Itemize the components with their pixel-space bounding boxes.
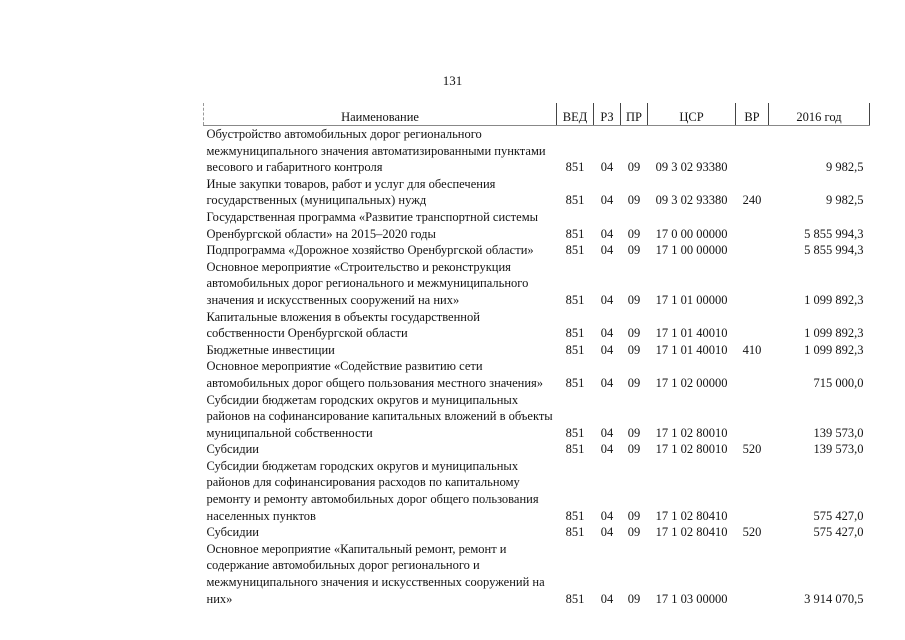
header-name: Наименование <box>204 103 557 126</box>
row-pr: 09 <box>627 326 641 341</box>
row-ved: 851 <box>565 226 585 241</box>
row-name: Субсидии <box>206 442 259 457</box>
row-pr: 09 <box>627 226 641 241</box>
row-csr: 09 3 02 93380 <box>655 160 728 175</box>
row-csr: 17 1 00 00000 <box>655 243 728 258</box>
row-csr: 17 1 01 40010 <box>655 326 728 341</box>
table-row <box>204 458 870 524</box>
row-rz: 04 <box>600 525 614 540</box>
row-vr <box>736 242 769 259</box>
row-csr: 17 1 02 80410 <box>655 508 728 523</box>
row-ved: 851 <box>565 375 585 390</box>
row-ved: 851 <box>565 326 585 341</box>
row-rz: 04 <box>600 193 614 208</box>
row-pr: 09 <box>627 193 641 208</box>
table-row <box>204 309 870 342</box>
row-ved: 851 <box>565 193 585 208</box>
row-amount: 5 855 994,3 <box>804 226 864 241</box>
row-rz: 04 <box>600 243 614 258</box>
table-row <box>204 541 870 607</box>
row-rz: 04 <box>600 342 614 357</box>
table-row <box>204 259 870 309</box>
row-vr <box>736 309 769 342</box>
row-pr: 09 <box>627 243 641 258</box>
table-row <box>204 209 870 242</box>
table-row <box>204 176 870 209</box>
row-csr: 17 1 02 00000 <box>655 375 728 390</box>
table-row <box>204 126 870 176</box>
row-name: Субсидии <box>206 525 259 540</box>
row-csr: 17 1 03 00000 <box>655 591 728 606</box>
row-vr: 520 <box>742 442 762 457</box>
row-csr: 17 1 01 40010 <box>655 342 728 357</box>
row-rz: 04 <box>600 326 614 341</box>
row-name: Основное мероприятие «Капитальный ремонт, ремонт и содержание автомобильных дорог регионального и межмуниципального значения и искусственных сооружений на них» <box>206 541 545 606</box>
table-row <box>204 242 870 259</box>
row-vr <box>736 358 769 391</box>
row-vr <box>736 392 769 442</box>
header-csr: ЦСР <box>648 103 736 126</box>
row-amount: 9 982,5 <box>826 193 864 208</box>
header-ved: ВЕД <box>557 103 594 126</box>
row-csr: 17 1 02 80010 <box>655 442 728 457</box>
row-pr: 09 <box>627 160 641 175</box>
row-ved: 851 <box>565 342 585 357</box>
row-name: Субсидии бюджетам городских округов и муниципальных районов на софинансирование капитальных вложений в объекты муниципальной собственности <box>206 392 553 440</box>
row-name: Бюджетные инвестиции <box>206 342 335 357</box>
row-amount: 1 099 892,3 <box>804 342 864 357</box>
row-csr: 09 3 02 93380 <box>655 193 728 208</box>
row-rz: 04 <box>600 425 614 440</box>
page-number: 131 <box>442 73 463 88</box>
row-amount: 575 427,0 <box>813 525 864 540</box>
row-pr: 09 <box>627 508 641 523</box>
row-csr: 17 1 02 80010 <box>655 425 728 440</box>
row-amount: 715 000,0 <box>813 375 864 390</box>
table-header <box>204 103 870 126</box>
row-amount: 139 573,0 <box>813 425 864 440</box>
row-vr <box>736 126 769 176</box>
row-amount: 5 855 994,3 <box>804 243 864 258</box>
row-csr: 17 1 02 80410 <box>655 525 728 540</box>
row-name: Основное мероприятие «Строительство и реконструкция автомобильных дорог регионального и межмуниципального значения и искусственных сооружений на них» <box>206 259 529 307</box>
row-vr: 520 <box>742 525 762 540</box>
table-row <box>204 524 870 541</box>
row-name: Подпрограмма «Дорожное хозяйство Оренбургской области» <box>206 243 534 258</box>
row-rz: 04 <box>600 508 614 523</box>
header-pr: ПР <box>621 103 648 126</box>
row-name: Субсидии бюджетам городских округов и муниципальных районов для софинансирования расходов по капитальному ремонту и ремонту автомобильных дорог общего пользования населенных пунктов <box>206 458 539 523</box>
row-name: Иные закупки товаров, работ и услуг для обеспечения государственных (муниципальных) нужд <box>206 176 496 208</box>
row-amount: 9 982,5 <box>826 160 864 175</box>
table-row <box>204 342 870 359</box>
row-name: Основное мероприятие «Содействие развитию сети автомобильных дорог общего пользования местного значения» <box>206 359 544 390</box>
row-pr: 09 <box>627 375 641 390</box>
row-ved: 851 <box>565 442 585 457</box>
row-csr: 17 0 00 00000 <box>655 226 728 241</box>
row-ved: 851 <box>565 591 585 606</box>
row-ved: 851 <box>565 160 585 175</box>
row-ved: 851 <box>565 292 585 307</box>
header-year: 2016 год <box>769 103 870 126</box>
table-body <box>204 126 870 608</box>
row-ved: 851 <box>565 425 585 440</box>
row-ved: 851 <box>565 525 585 540</box>
row-name: Обустройство автомобильных дорог регионального межмуниципального значения автоматизированными пунктами весового и габаритного контроля <box>206 127 546 175</box>
row-ved: 851 <box>565 508 585 523</box>
row-rz: 04 <box>600 442 614 457</box>
row-name: Государственная программа «Развитие транспортной системы Оренбургской области» на 2015–2020 годы <box>206 209 539 241</box>
header-rz: РЗ <box>594 103 621 126</box>
row-amount: 1 099 892,3 <box>804 292 864 307</box>
table-row <box>204 392 870 442</box>
row-rz: 04 <box>600 375 614 390</box>
row-pr: 09 <box>627 591 641 606</box>
row-amount: 575 427,0 <box>813 508 864 523</box>
table-row <box>204 441 870 458</box>
row-pr: 09 <box>627 525 641 540</box>
row-name: Капитальные вложения в объекты государственной собственности Оренбургской области <box>206 309 480 341</box>
row-vr <box>736 458 769 524</box>
row-vr <box>736 209 769 242</box>
row-pr: 09 <box>627 425 641 440</box>
row-amount: 3 914 070,5 <box>804 591 864 606</box>
row-pr: 09 <box>627 292 641 307</box>
row-rz: 04 <box>600 591 614 606</box>
row-ved: 851 <box>565 243 585 258</box>
row-amount: 1 099 892,3 <box>804 326 864 341</box>
row-rz: 04 <box>600 226 614 241</box>
header-vr: ВР <box>736 103 769 126</box>
row-csr: 17 1 01 00000 <box>655 292 728 307</box>
row-rz: 04 <box>600 160 614 175</box>
row-vr <box>736 541 769 607</box>
row-rz: 04 <box>600 292 614 307</box>
row-vr <box>736 259 769 309</box>
table-row <box>204 358 870 391</box>
row-amount: 139 573,0 <box>813 442 864 457</box>
row-vr: 240 <box>742 193 762 208</box>
row-vr: 410 <box>742 342 762 357</box>
row-pr: 09 <box>627 342 641 357</box>
row-pr: 09 <box>627 442 641 457</box>
budget-table <box>203 103 870 607</box>
